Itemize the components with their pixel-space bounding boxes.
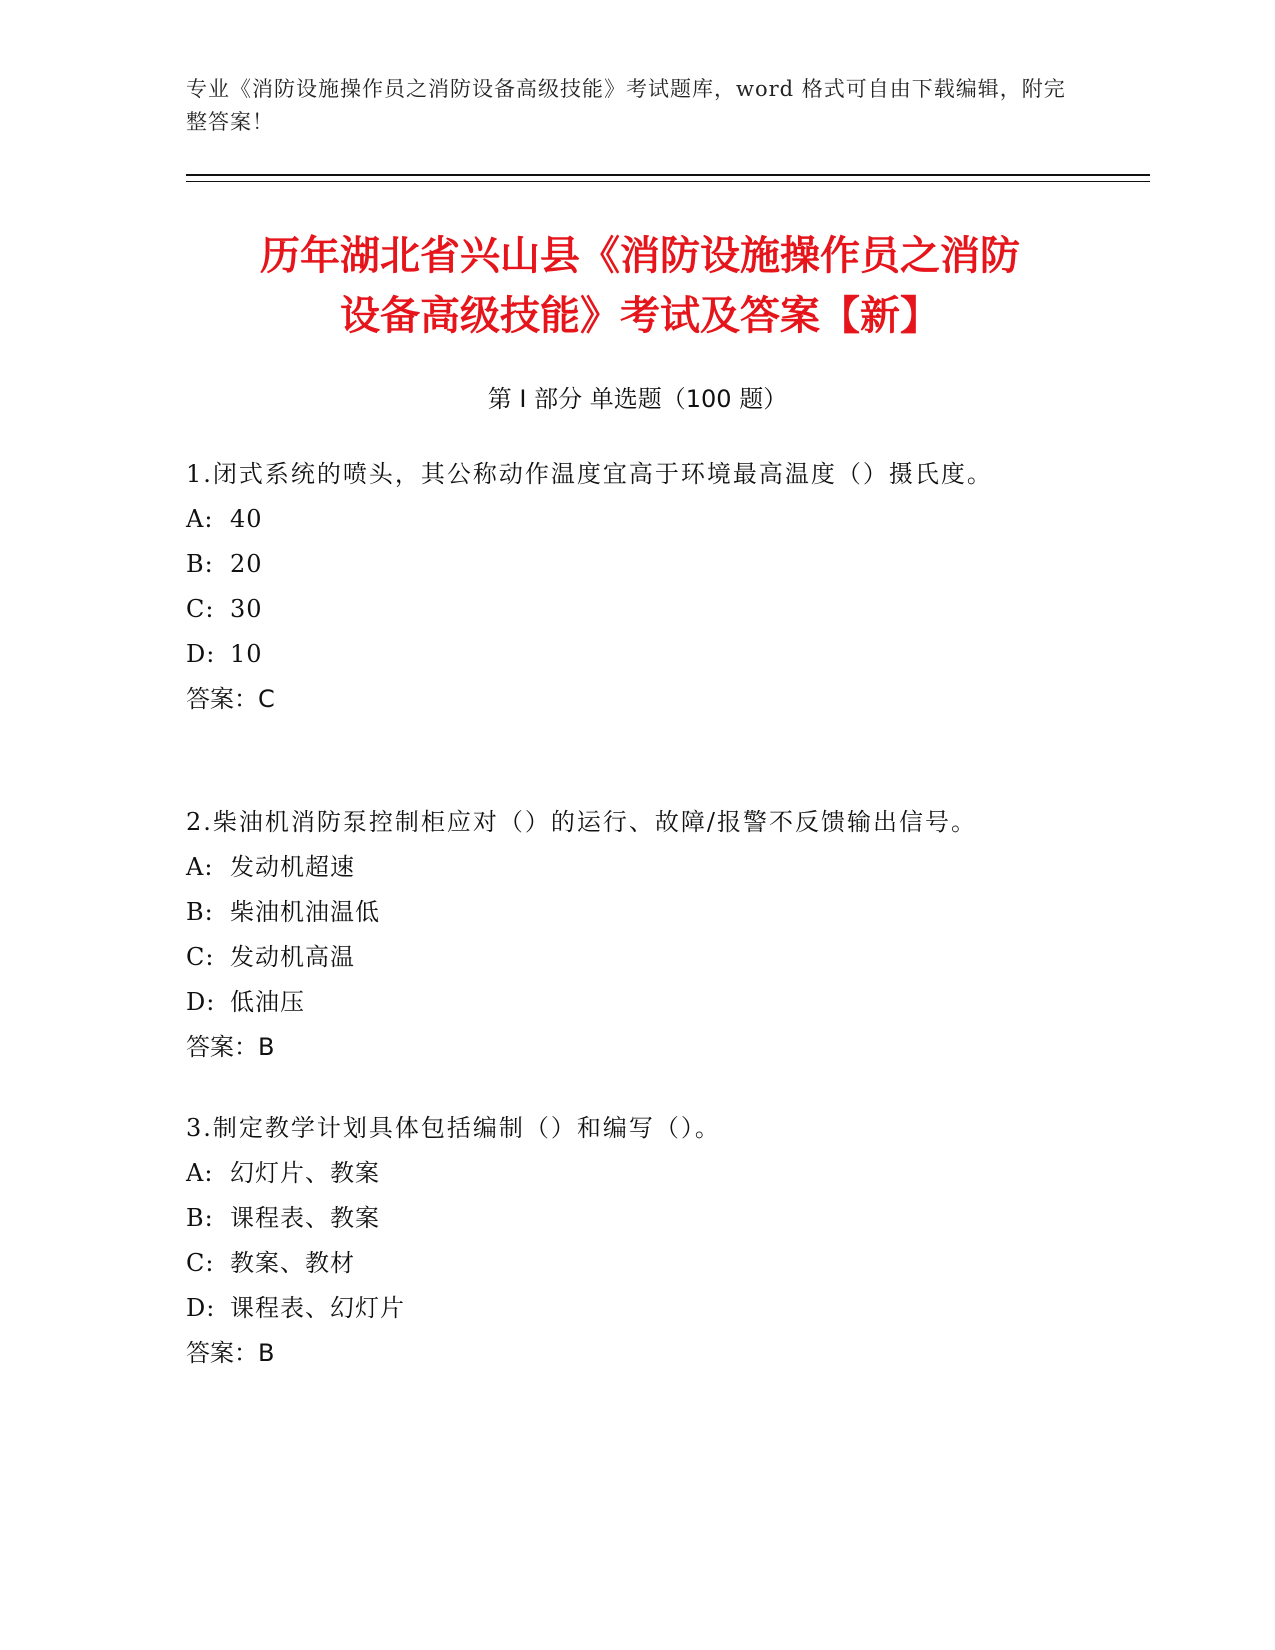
- option-label: A:: [186, 1159, 214, 1187]
- title-line-2: 设备高级技能》考试及答案【新】: [340, 293, 940, 339]
- option-label: C:: [186, 1249, 215, 1277]
- question-stem: 2.柴油机消防泵控制柜应对（）的运行、故障/报警不反馈输出信号。: [186, 808, 977, 836]
- question-stem: 1.闭式系统的喷头，其公称动作温度宜高于环境最高温度（）摄氏度。: [186, 460, 993, 488]
- option-c: [186, 935, 1066, 980]
- answer: 答案：C: [186, 685, 275, 713]
- option-text: 40: [230, 505, 263, 533]
- option-text: 幻灯片、教案: [230, 1159, 380, 1187]
- option-text: 10: [230, 640, 263, 668]
- option-d: [186, 980, 1066, 1025]
- option-a: [186, 497, 1066, 542]
- option-label: C:: [186, 595, 215, 623]
- option-text: 低油压: [230, 988, 305, 1016]
- answer: 答案：B: [186, 1339, 275, 1367]
- option-a: [186, 1151, 1066, 1196]
- section-heading: 第 I 部分 单选题（100 题）: [487, 385, 788, 413]
- option-b: [186, 1196, 1066, 1241]
- option-label: D:: [186, 988, 216, 1016]
- option-text: 发动机超速: [230, 853, 355, 881]
- title-line-1: 历年湖北省兴山县《消防设施操作员之消防: [260, 233, 1020, 279]
- header-note: 专业《消防设施操作员之消防设备高级技能》考试题库，word 格式可自由下载编辑，附完整答案！: [186, 77, 1066, 134]
- option-text: 教案、教材: [230, 1249, 355, 1277]
- option-label: B:: [186, 1204, 214, 1232]
- option-c: [186, 1241, 1066, 1286]
- option-label: B:: [186, 898, 214, 926]
- option-d: [186, 632, 1066, 677]
- option-text: 柴油机油温低: [230, 898, 380, 926]
- option-d: [186, 1286, 1066, 1331]
- option-text: 20: [230, 550, 263, 578]
- option-c: [186, 587, 1066, 632]
- option-label: A:: [186, 853, 214, 881]
- question-3: [186, 1106, 1066, 1376]
- option-label: D:: [186, 1294, 216, 1322]
- option-text: 课程表、教案: [230, 1204, 380, 1232]
- question-1: [186, 452, 1066, 722]
- answer: 答案：B: [186, 1033, 275, 1061]
- option-label: B:: [186, 550, 214, 578]
- question-2: [186, 800, 1066, 1070]
- option-text: 发动机高温: [230, 943, 355, 971]
- option-text: 30: [230, 595, 263, 623]
- option-b: [186, 890, 1066, 935]
- option-label: D:: [186, 640, 216, 668]
- question-stem: 3.制定教学计划具体包括编制（）和编写（）。: [186, 1114, 721, 1142]
- option-b: [186, 542, 1066, 587]
- option-label: A:: [186, 505, 214, 533]
- option-a: [186, 845, 1066, 890]
- header-rule-thick: [186, 174, 1150, 176]
- option-label: C:: [186, 943, 215, 971]
- header-rule-thin: [186, 181, 1150, 182]
- document-title: [140, 226, 1140, 346]
- option-text: 课程表、幻灯片: [230, 1294, 405, 1322]
